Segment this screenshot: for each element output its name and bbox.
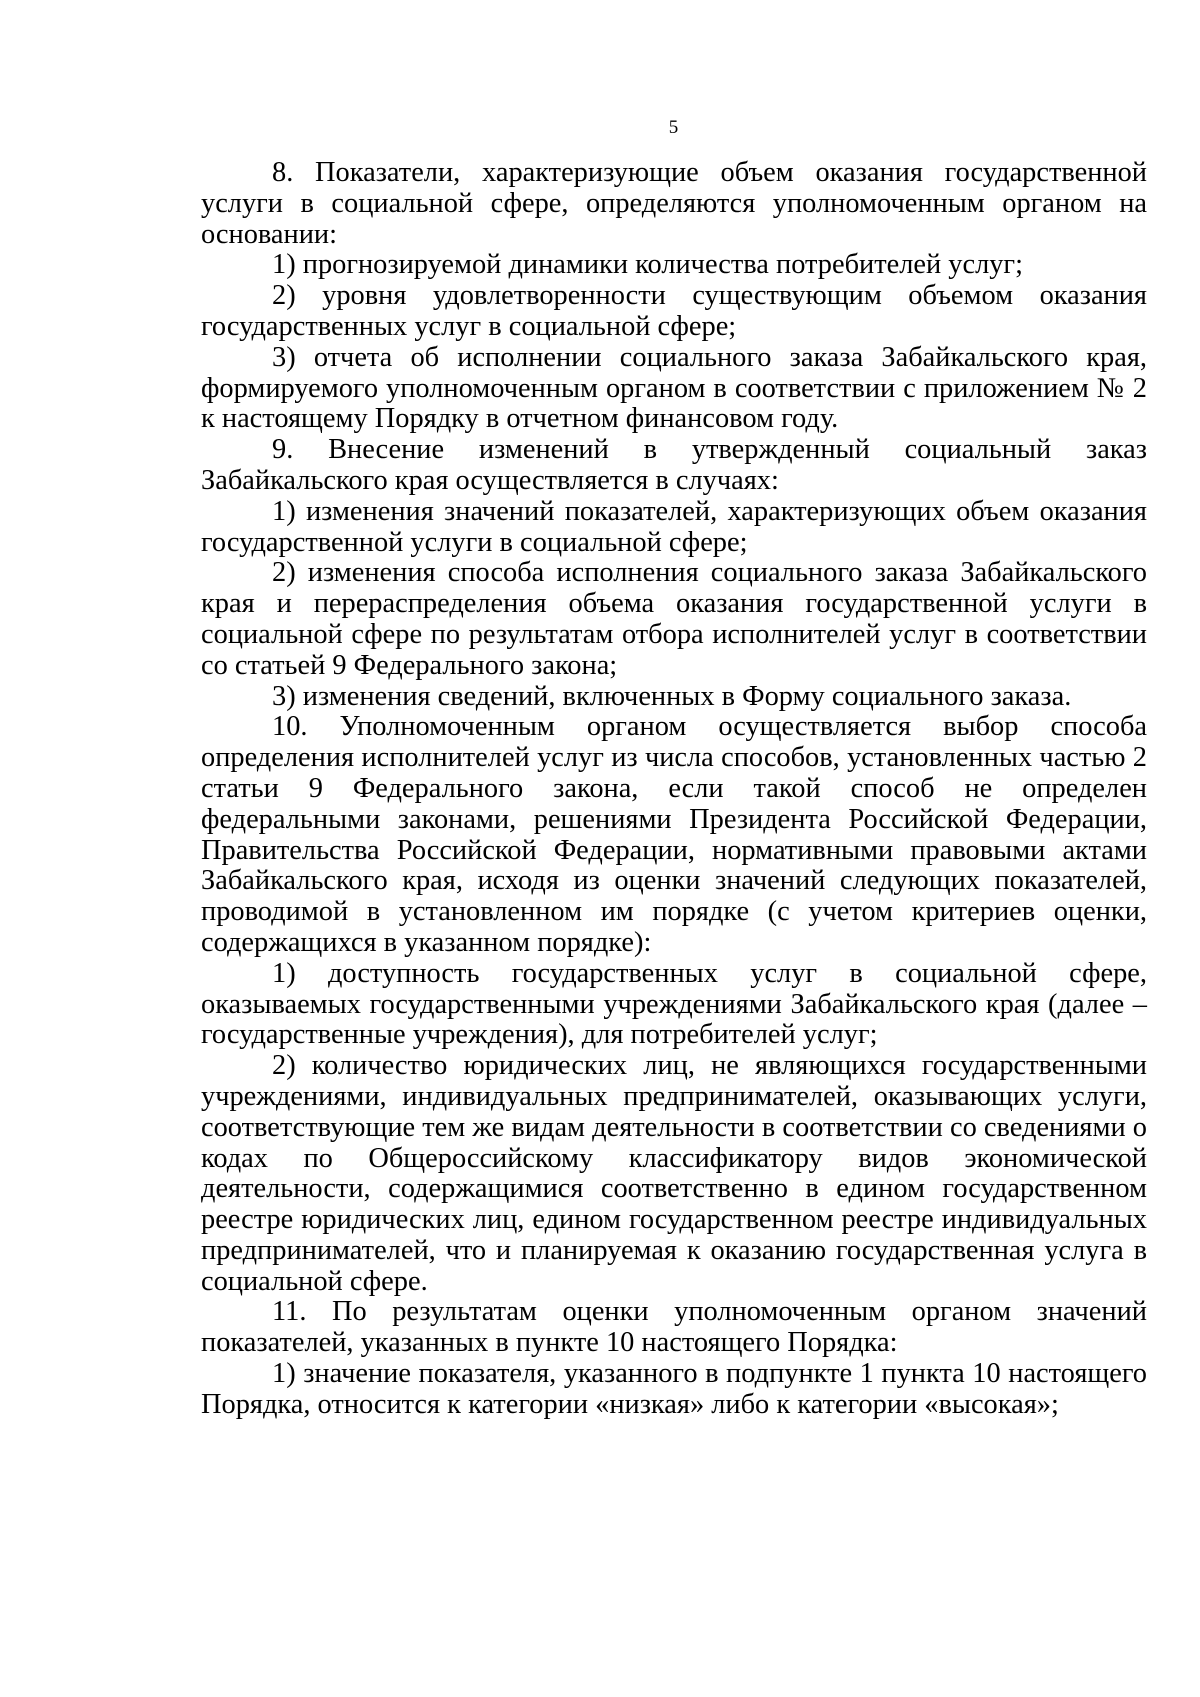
- paragraph-9-item-3: 3) изменения сведений, включенных в Форму социального заказа.: [272, 680, 1072, 712]
- paragraph-11: 11. По результатам оценки уполномоченным органом значений показателей, указанных в пункте 10 настоящего Порядка:: [201, 1296, 1147, 1359]
- paragraph-9-item-2: 2) изменения способа исполнения социального заказа Забайкальского края и перераспределения объема оказания государственной услуги в социальной сфере по результатам отбора исполнителей услуг в соответствии со статьей 9 Федерального закона;: [201, 557, 1147, 681]
- paragraph-8-item-2: 2) уровня удовлетворенности существующим объемом оказания государственных услуг в социальной сфере;: [201, 280, 1147, 342]
- paragraph-9: 9. Внесение изменений в утвержденный социальный заказ Забайкальского края осуществляется в случаях:: [201, 434, 1147, 496]
- paragraph-8-item-1: 1) прогнозируемой динамики количества потребителей услуг;: [272, 249, 1023, 281]
- document-body: [201, 158, 1147, 1421]
- paragraph-9-item-1: 1) изменения значений показателей, характеризующих объем оказания государственной услуги в социальной сфере;: [201, 495, 1147, 558]
- paragraph-8-item-3: 3) отчета об исполнении социального заказа Забайкальского края, формируемого уполномоченным органом в соответствии с приложением № 2 к настоящему Порядку в отчетном финансовом году.: [201, 341, 1147, 435]
- paragraph-10-item-2: 2) количество юридических лиц, не являющихся государственными учреждениями, индивидуальных предпринимателей, оказывающих услуги, соответствующие тем же видам деятельности в соответствии со сведениями о кодах по Общероссийскому классификатору видов экономической деятельности, содержащимися соответственно в едином государственном реестре юридических лиц, едином государственном реестре индивидуальных предпринимателей, что и планируемая к оказанию государственная услуга в социальной сфере.: [201, 1050, 1147, 1297]
- paragraph-8: 8. Показатели, характеризующие объем оказания государственной услуги в социальной сфере, определяются уполномоченным органом на основании:: [201, 157, 1147, 250]
- paragraph-10: 10. Уполномоченным органом осуществляется выбор способа определения исполнителей услуг из числа способов, установленных частью 2 статьи 9 Федерального закона, если такой способ не определен федеральными законами, решениями Президента Российской Федерации, Правительства Российской Федерации, нормативными правовыми актами Забайкальского края, исходя из оценки значений следующих показателей, проводимой в установленном им порядке (с учетом критериев оценки, содержащихся в указанном порядке):: [201, 711, 1147, 958]
- page-number: 5: [668, 117, 679, 138]
- paragraph-11-item-1: 1) значение показателя, указанного в подпункте 1 пункта 10 настоящего Порядка, относится к категории «низкая» либо к категории «высокая»;: [201, 1358, 1147, 1420]
- paragraph-10-item-1: 1) доступность государственных услуг в социальной сфере, оказываемых государственными учреждениями Забайкальского края (далее – государственные учреждения), для потребителей услуг;: [201, 957, 1147, 1051]
